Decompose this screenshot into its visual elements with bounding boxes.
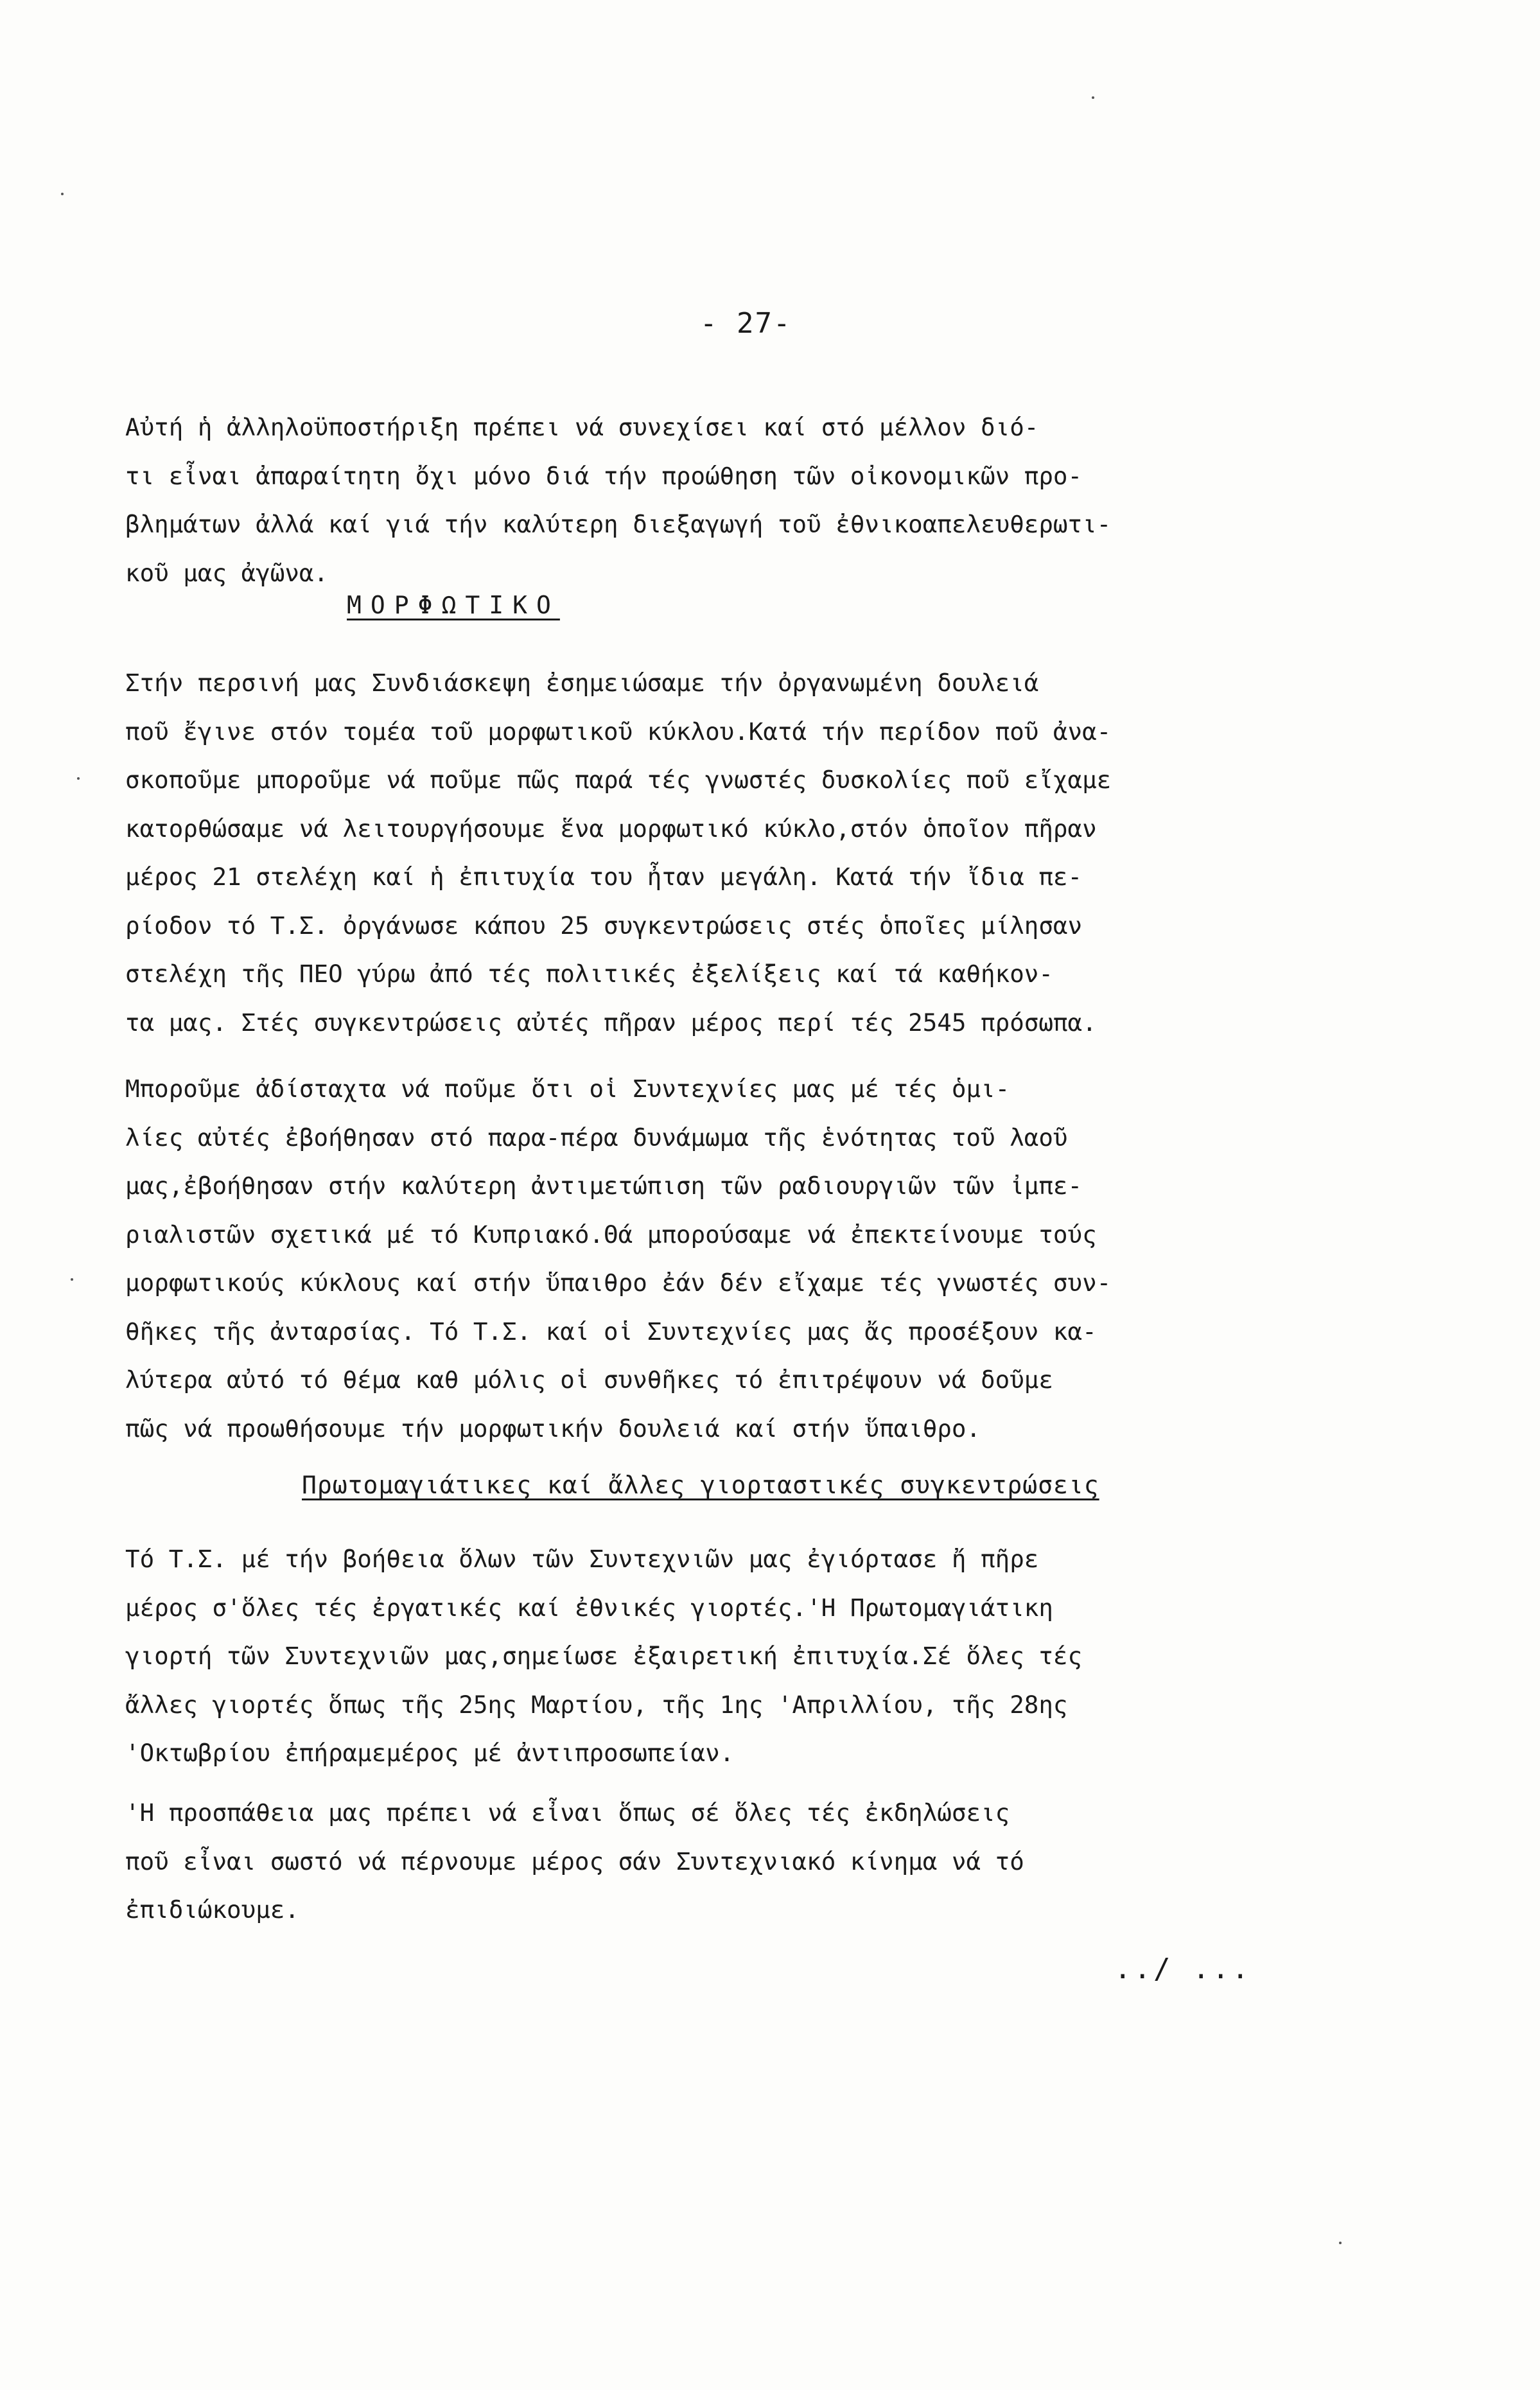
text-line: γιορτή τῶν Συντεχνιῶν μας,σημείωσε ἐξαιρετική ἐπιτυχία.Σέ ὅλες τές	[125, 1642, 1083, 1670]
text-line: μέρος σ'ὅλες τές ἐργατικές καί ἐθνικές γιορτές.'Η Πρωτομαγιάτικη	[125, 1593, 1053, 1622]
paragraph-may-day	[125, 1535, 1326, 1778]
text-line: κοῦ μας ἀγῶνα.	[125, 558, 329, 587]
scan-speck	[1092, 96, 1094, 99]
paragraph-unions	[125, 1065, 1326, 1453]
text-line: Τό Τ.Σ. μέ τήν βοήθεια ὅλων τῶν Συντεχνιῶν μας ἐγιόρτασε ἤ πῆρε	[125, 1545, 1039, 1573]
text-line: Αὐτή ἡ ἀλληλοϋποστήριξη πρέπει νά συνεχίσει καί στό μέλλον διό-	[125, 413, 1039, 441]
text-line: ποῦ ἔγινε στόν τομέα τοῦ μορφωτικοῦ κύκλου.Κατά τήν περίδον ποῦ ἀνα-	[125, 717, 1112, 746]
text-line: ποῦ εἶναι σωστό νά πέρνουμε μέρος σάν Συντεχνιακό κίνημα νά τό	[125, 1847, 1024, 1876]
text-line: 'Η προσπάθεια μας πρέπει νά εἶναι ὅπως σέ ὅλες τές ἐκδηλώσεις	[125, 1798, 1010, 1827]
scan-speck	[61, 193, 64, 195]
text-line: μέρος 21 στελέχη καί ἡ ἐπιτυχία του ἦταν μεγάλη. Κατά τήν ἴδια πε-	[125, 863, 1083, 891]
text-line: τι εἶναι ἀπαραίτητη ὄχι μόνο διά τήν προώθηση τῶν οἰκονομικῶν προ-	[125, 461, 1083, 490]
text-line: ἄλλες γιορτές ὅπως τῆς 25ης Μαρτίου, τῆς 1ης 'Απριλλίου, τῆς 28ης	[125, 1690, 1068, 1719]
text-line: λύτερα αὐτό τό θέμα καθ μόλις οἱ συνθῆκες τό ἐπιτρέψουν νά δοῦμε	[125, 1366, 1053, 1394]
text-line: ριαλιστῶν σχετικά μέ τό Κυπριακό.Θά μπορούσαμε νά ἐπεκτείνουμε τούς	[125, 1220, 1097, 1249]
text-line: ρίοδον τό Τ.Σ. ὀργάνωσε κάπου 25 συγκεντρώσεις στές ὁποῖες μίλησαν	[125, 911, 1083, 940]
page-number: - 27-	[700, 307, 792, 340]
text-line: στελέχη τῆς ΠΕΟ γύρω ἀπό τές πολιτικές ἐξελίξεις καί τά καθήκον-	[125, 960, 1053, 988]
text-line: 'Οκτωβρίου ἐπήραμεμέρος μέ ἀντιπροσωπείαν.	[125, 1739, 735, 1767]
section-heading-educational: ΜΟΡΦΩΤΙΚΟ	[347, 591, 560, 619]
text-line: θῆκες τῆς ἀνταρσίας. Τό Τ.Σ. καί οἱ Συντεχνίες μας ἄς προσέξουν κα-	[125, 1317, 1097, 1346]
text-line: πῶς νά προωθήσουμε τήν μορφωτικήν δουλειά καί στήν ὕπαιθρο.	[125, 1414, 981, 1443]
section-heading-celebrations: Πρωτομαγιάτικες καί ἄλλες γιορταστικές συγκεντρώσεις	[302, 1471, 1099, 1499]
text-line: μορφωτικούς κύκλους καί στήν ὕπαιθρο ἐάν δέν εἴχαμε τές γνωστές συν-	[125, 1269, 1112, 1297]
scan-speck	[71, 1278, 73, 1281]
paragraph-effort	[125, 1789, 1326, 1935]
text-line: μας,ἐβοήθησαν στήν καλύτερη ἀντιμετώπιση τῶν ραδιουργιῶν τῶν ἰμπε-	[125, 1172, 1083, 1200]
text-line: τα μας. Στές συγκεντρώσεις αὐτές πῆραν μέρος περί τές 2545 πρόσωπα.	[125, 1008, 1097, 1037]
text-line: κατορθώσαμε νά λειτουργήσουμε ἕνα μορφωτικό κύκλο,στόν ὁποῖον πῆραν	[125, 814, 1097, 843]
text-line: Στήν περσινή μας Συνδιάσκεψη ἐσημειώσαμε τήν ὀργανωμένη δουλειά	[125, 669, 1039, 697]
paragraph-educational-circle	[125, 659, 1326, 1047]
text-line: βλημάτων ἀλλά καί γιά τήν καλύτερη διεξαγωγή τοῦ ἐθνικοαπελευθερωτι-	[125, 510, 1112, 538]
scan-speck	[1339, 2242, 1342, 2244]
scan-speck	[77, 777, 80, 780]
text-line: λίες αὐτές ἐβοήθησαν στό παρα-πέρα δυνάμωμα τῆς ἑνότητας τοῦ λαοῦ	[125, 1123, 1068, 1152]
continuation-mark: ../ ...	[1114, 1953, 1252, 1985]
text-line: ἐπιδιώκουμε.	[125, 1895, 299, 1924]
text-line: σκοποῦμε μποροῦμε νά ποῦμε πῶς παρά τές γνωστές δυσκολίες ποῦ εἴχαμε	[125, 766, 1112, 794]
paragraph-intro	[125, 403, 1326, 597]
text-line: Μποροῦμε ἀδίσταχτα νά ποῦμε ὅτι οἱ Συντεχνίες μας μέ τές ὁμι-	[125, 1075, 1010, 1103]
